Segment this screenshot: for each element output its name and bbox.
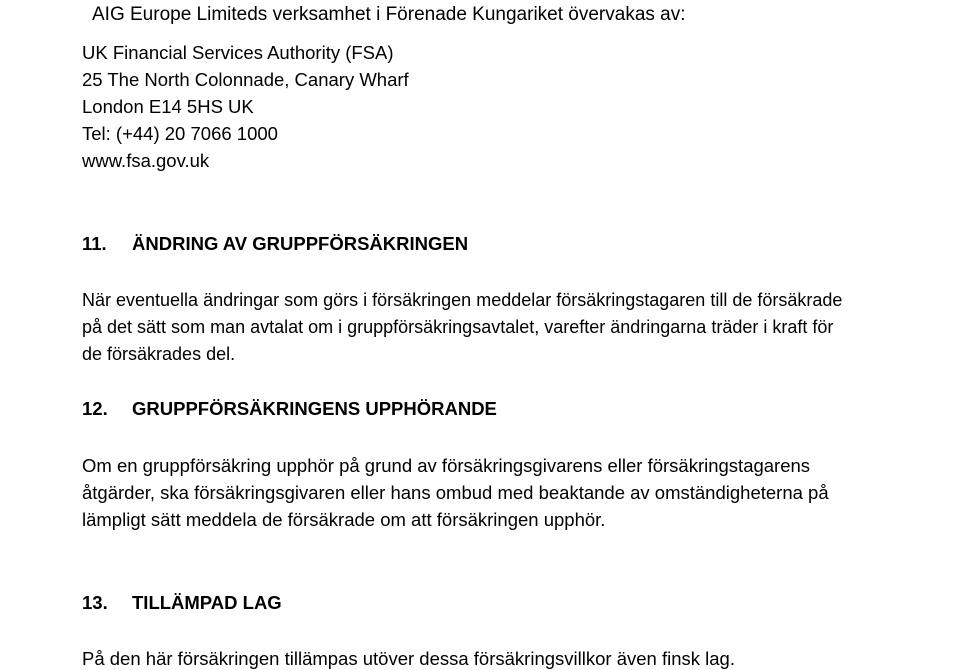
- phone-line: Tel: (+44) 20 7066 1000: [82, 123, 278, 144]
- section-12-title: GRUPPFÖRSÄKRINGENS UPPHÖRANDE: [132, 398, 497, 419]
- section-11-title: ÄNDRING AV GRUPPFÖRSÄKRINGEN: [132, 233, 469, 254]
- section-11-body-line-3: de försäkrades del.: [82, 344, 236, 364]
- section-12-number: 12.: [82, 398, 108, 419]
- section-13-number: 13.: [82, 592, 108, 613]
- supervisor-heading: AIG Europe Limiteds verksamhet i Förenade Kungariket övervakas av:: [92, 4, 686, 25]
- section-12-body-line-3: lämpligt sätt meddela de försäkrade om att försäkringen upphör.: [82, 509, 606, 530]
- section-12-body-line-2: åtgärder, ska försäkringsgivaren eller hans ombud med beaktande av omständigheterna på: [82, 482, 829, 503]
- section-11-body-line-2: på det sätt som man avtalat om i gruppförsäkringsavtalet, varefter ändringarna träder i kraft för: [82, 317, 834, 337]
- section-13-body-line-1: På den här försäkringen tillämpas utöver dessa försäkringsvillkor även finsk lag.: [82, 648, 735, 669]
- address-line-3: London E14 5HS UK: [82, 96, 254, 117]
- website-line: www.fsa.gov.uk: [82, 150, 210, 171]
- section-12-body-line-1: Om en gruppförsäkring upphör på grund av försäkringsgivarens eller försäkringstagarens: [82, 455, 811, 476]
- section-13-title: TILLÄMPAD LAG: [132, 592, 282, 613]
- address-line-2: 25 The North Colonnade, Canary Wharf: [82, 69, 409, 90]
- address-line-1: UK Financial Services Authority (FSA): [82, 42, 394, 63]
- section-11-body-line-1: När eventuella ändringar som görs i försäkringen meddelar försäkringstagaren till de försäkrade: [82, 290, 843, 310]
- section-11-number: 11.: [82, 233, 107, 254]
